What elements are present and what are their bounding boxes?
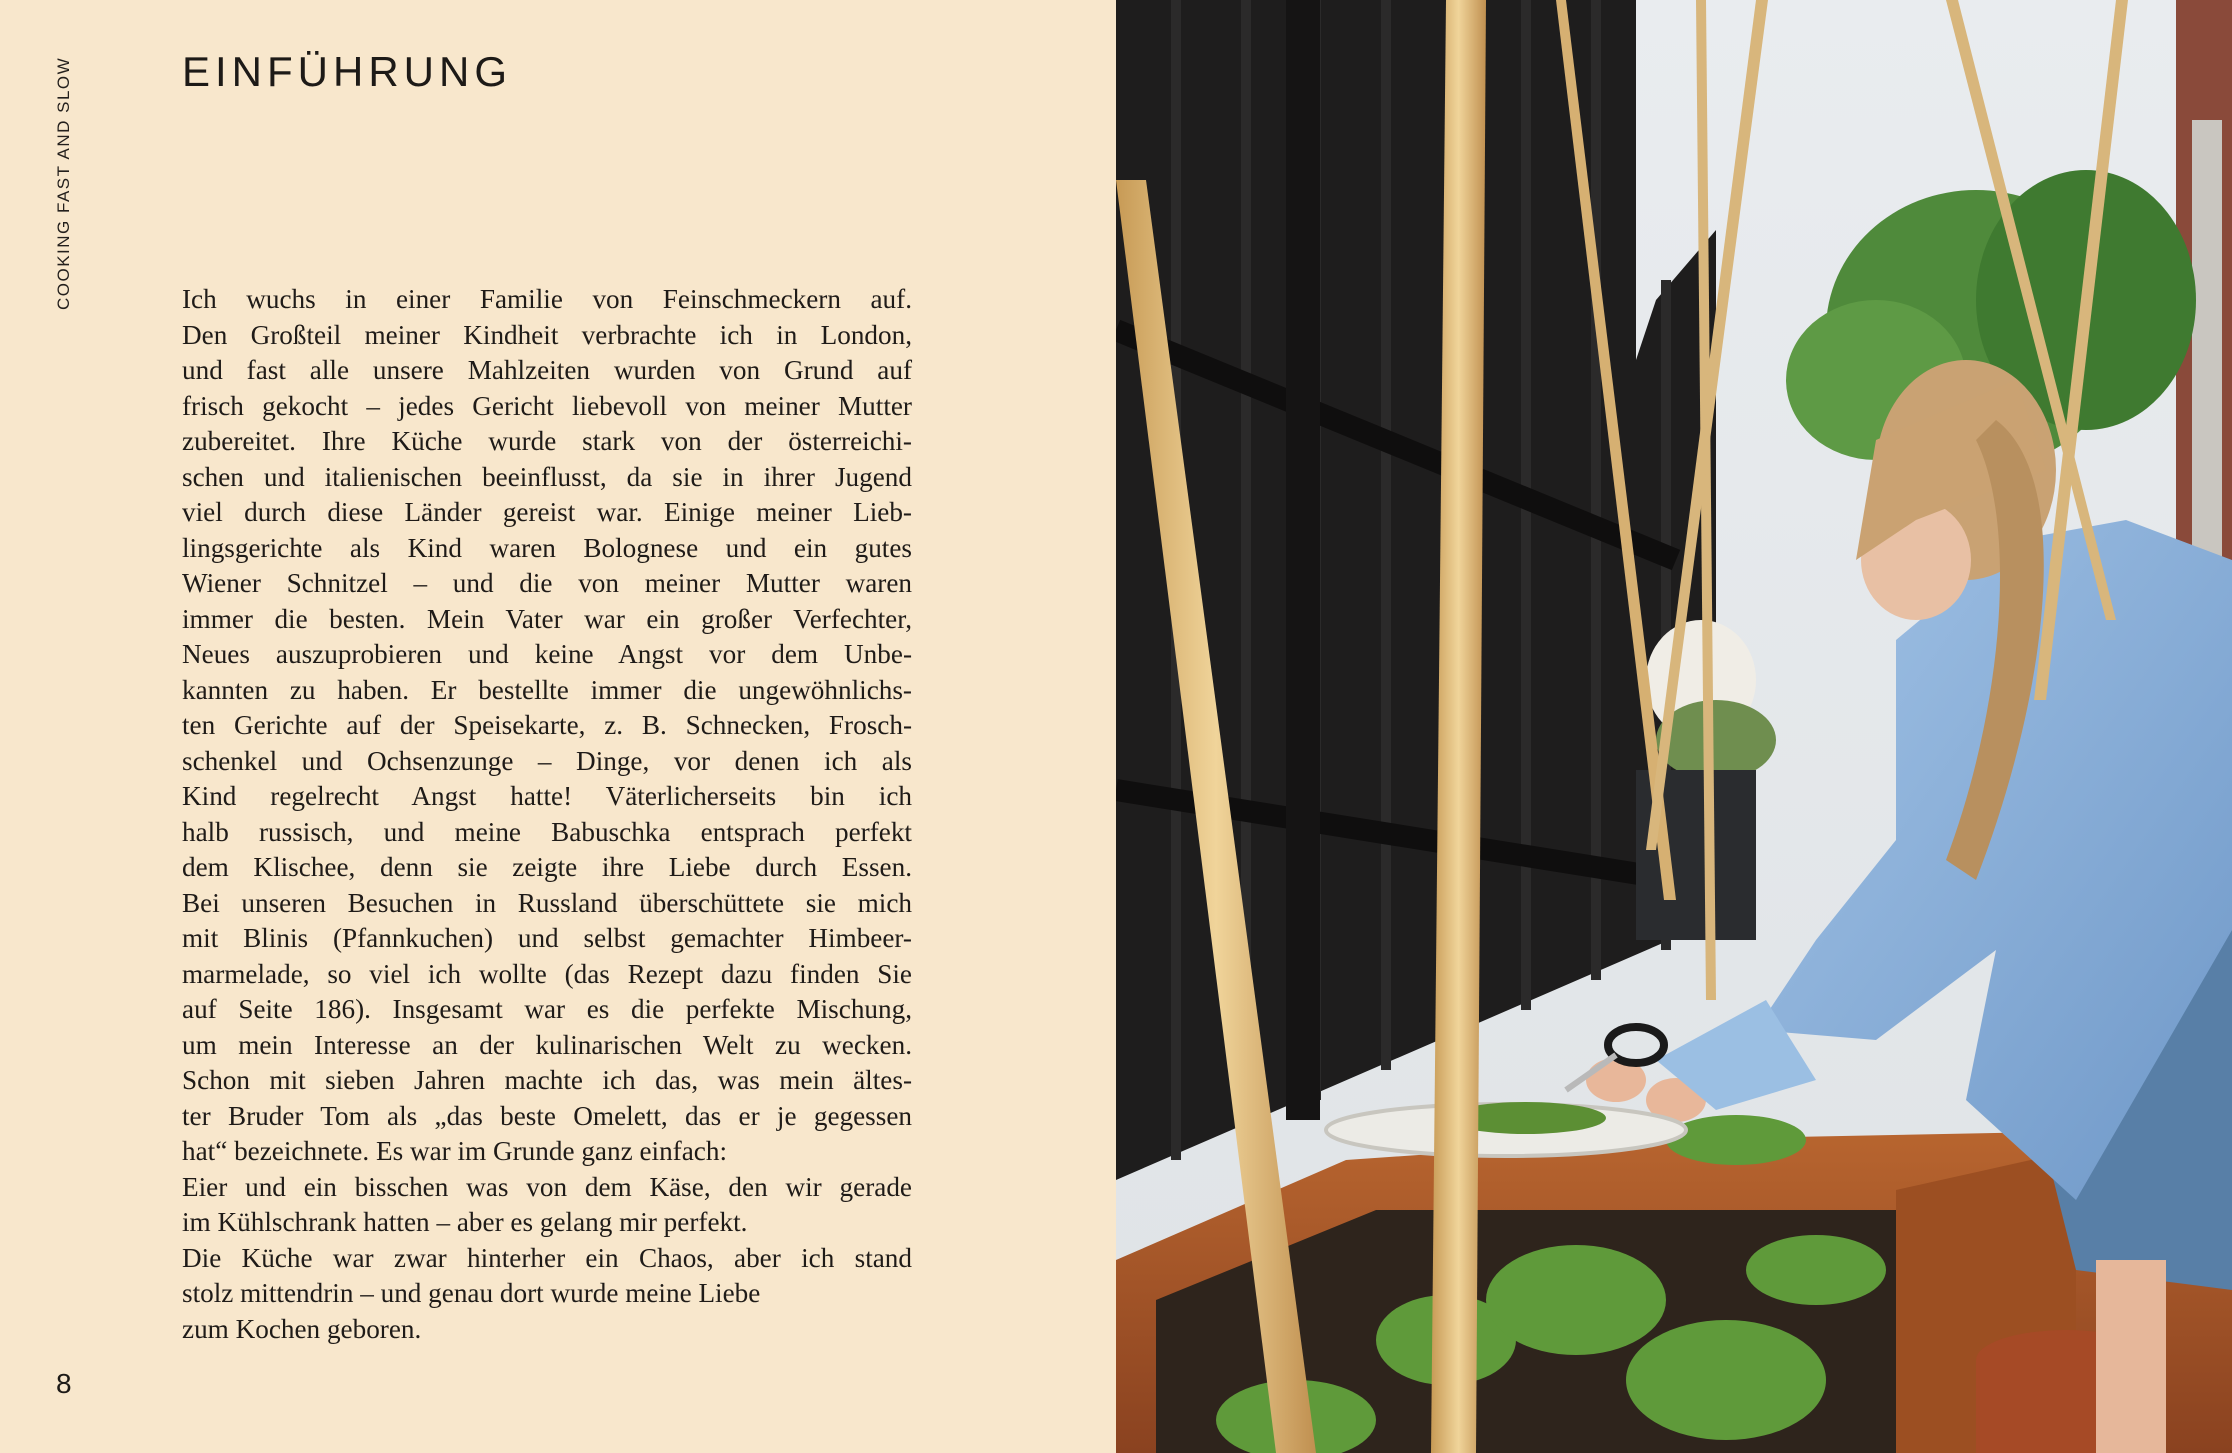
body-line: Wiener Schnitzel – und die von meiner Mutter waren bbox=[182, 568, 912, 598]
body-line: stolz mittendrin – und genau dort wurde meine Liebe bbox=[182, 1278, 761, 1308]
body-line: Schon mit sieben Jahren machte ich das, was mein ältes- bbox=[182, 1065, 912, 1095]
body-line: Eier und ein bisschen was von dem Käse, den wir gerade bbox=[182, 1171, 912, 1202]
body-line: um mein Interesse an der kulinarischen Welt zu wecken. bbox=[182, 1029, 912, 1060]
body-line: Die Küche war zwar hinterher ein Chaos, aber ich stand bbox=[182, 1242, 912, 1273]
body-line: schenkel und Ochsenzunge – Dinge, vor denen ich als bbox=[182, 745, 912, 776]
chapter-title: EINFÜHRUNG bbox=[182, 48, 512, 95]
body-line: dem Klischee, denn sie zeigte ihre Liebe durch Essen. bbox=[182, 852, 912, 882]
body-line: Bei unseren Besuchen in Russland überschüttete sie mich bbox=[182, 887, 912, 918]
body-line: zubereitet. Ihre Küche wurde stark von der österreichi- bbox=[182, 426, 912, 456]
body-line: ten Gerichte auf der Speisekarte, z. B. Schnecken, Frosch- bbox=[182, 710, 912, 740]
body-line: kannten zu haben. Er bestellte immer die ungewöhnlichs- bbox=[182, 674, 912, 705]
body-line: immer die besten. Mein Vater war ein großer Verfechter, bbox=[182, 603, 912, 634]
body-line: schen und italienischen beeinflusst, da sie in ihrer Jugend bbox=[182, 461, 912, 492]
leg bbox=[2096, 1260, 2166, 1453]
body-line: marmelade, so viel ich wollte (das Rezept dazu finden Sie bbox=[182, 958, 912, 989]
body-line: auf Seite 186). Insgesamt war es die perfekte Mischung, bbox=[182, 994, 912, 1024]
body-line: viel durch diese Länder gereist war. Einige meiner Lieb- bbox=[182, 497, 912, 527]
body-line: halb russisch, und meine Babuschka entsprach perfekt bbox=[182, 816, 912, 847]
garden-photo-icon bbox=[1116, 0, 2232, 1453]
body-line: Den Großteil meiner Kindheit verbrachte ich in London, bbox=[182, 319, 912, 350]
body-line: und fast alle unsere Mahlzeiten wurden von Grund auf bbox=[182, 355, 912, 385]
body-line: lingsgerichte als Kind waren Bolognese und ein gutes bbox=[182, 532, 912, 563]
page-number: 8 bbox=[56, 1368, 72, 1399]
body-line: im Kühlschrank hatten – aber es gelang mir perfekt. bbox=[182, 1207, 748, 1237]
body-line: hat“ bezeichnete. Es war im Grunde ganz einfach: bbox=[182, 1136, 727, 1166]
window-frame bbox=[2192, 120, 2222, 560]
garden-photo bbox=[1116, 0, 2232, 1453]
body-line: mit Blinis (Pfannkuchen) und selbst gemachter Himbeer- bbox=[182, 923, 912, 953]
body-line: frisch gekocht – jedes Gericht liebevoll von meiner Mutter bbox=[182, 390, 912, 421]
body-line: Ich wuchs in einer Familie von Feinschmeckern auf. bbox=[182, 284, 912, 314]
body-line: Kind regelrecht Angst hatte! Väterlicherseits bin ich bbox=[182, 781, 912, 811]
body-text bbox=[182, 282, 912, 1347]
running-header: COOKING FAST AND SLOW bbox=[54, 56, 73, 310]
body-line: ter Bruder Tom als „das beste Omelett, das er je gegessen bbox=[182, 1100, 912, 1131]
fence-post bbox=[1286, 0, 1320, 1120]
body-line: Neues auszuprobieren und keine Angst vor dem Unbe- bbox=[182, 639, 912, 669]
body-line: zum Kochen geboren. bbox=[182, 1313, 422, 1344]
